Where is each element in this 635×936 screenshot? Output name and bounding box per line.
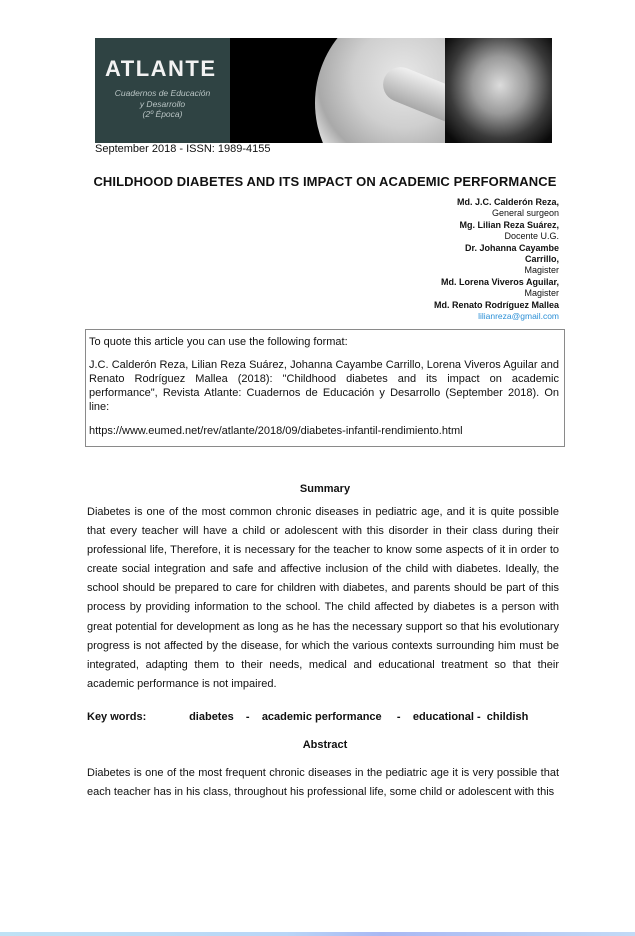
abstract-text: Diabetes is one of the most frequent chronic diseases in the pediatric age it is very possible that each teacher has in his class, throughout his professional life, some child or adolescent with this (87, 767, 559, 799)
journal-subtitle-line: y Desarrollo (139, 98, 186, 109)
keywords-line: Key words: diabetes - academic performance - educational - childish (87, 711, 529, 723)
journal-subtitle-line: Cuadernos de Educación (114, 88, 211, 98)
author-list (359, 197, 559, 322)
author-name: Md. J.C. Calderón Reza, (456, 197, 559, 207)
abstract-heading: Abstract (302, 739, 348, 751)
author-name: Mg. Lilian Reza Suárez, (459, 219, 559, 230)
journal-subtitle-line: (2º Época) (142, 109, 183, 119)
author-email-link[interactable]: lilianreza@gmail.com (478, 311, 559, 322)
author-role: General surgeon (491, 208, 559, 219)
journal-banner (95, 38, 552, 143)
citation-intro: To quote this article you can use the following format: (89, 336, 348, 348)
author-role: Magister (524, 265, 559, 276)
author-role: Magister (524, 288, 559, 299)
citation-text: J.C. Calderón Reza, Lilian Reza Suárez, Johanna Cayambe Carrillo, Lorena Viveros Aguilar and Renato Rodríguez Mallea (2018): "Childhood diabetes and its impact on academic performance", Revista Atlante: Cuadernos de Educación y Desarrollo (September 2018). On line: (89, 359, 559, 413)
author-role: Docente U.G. (504, 231, 559, 242)
journal-name: ATLANTE (105, 56, 217, 81)
citation-url-link[interactable]: https://www.eumed.net/rev/atlante/2018/09/diabetes-infantil-rendimiento.html (89, 425, 463, 437)
author-name: Md. Renato Rodríguez Mallea (433, 299, 559, 310)
summary-heading: Summary (299, 483, 351, 495)
page-bottom-edge (0, 932, 635, 936)
statue-figure-shape (445, 38, 552, 143)
journal-logo-panel (95, 38, 230, 143)
article-title: CHILDHOOD DIABETES AND ITS IMPACT ON ACADEMIC PERFORMANCE (93, 174, 557, 189)
atlas-statue-image (230, 38, 552, 143)
citation-box (85, 329, 565, 447)
issn-line: September 2018 - ISSN: 1989-4155 (95, 143, 271, 155)
author-name: Carrillo, (524, 254, 559, 265)
author-name: Md. Lorena Viveros Aguilar, (440, 276, 559, 287)
journal-subtitle (95, 88, 230, 120)
summary-text: Diabetes is one of the most common chronic diseases in pediatric age, and it is quite possible that every teacher will have a child or adolescent with this disorder in their class during their professional life, Therefore, it is necessary for the teacher to know some aspects of it in order to create social integration and safe and affective inclusion of the child with diabetes. Ideally, the school should be prepared to care for children with diabetes, and parents should be part of this process by providing information to the school. The child affected by diabetes is a person with great potential for development as long as he has the necessary support so that his evolutionary progress is not affected by the disease, for which the various contexts surrounding him must be integrated, adapting them to their needs, medical and educational treatment so that their academic performance is not impaired. (87, 506, 559, 690)
author-name: Dr. Johanna Cayambe (464, 242, 559, 253)
